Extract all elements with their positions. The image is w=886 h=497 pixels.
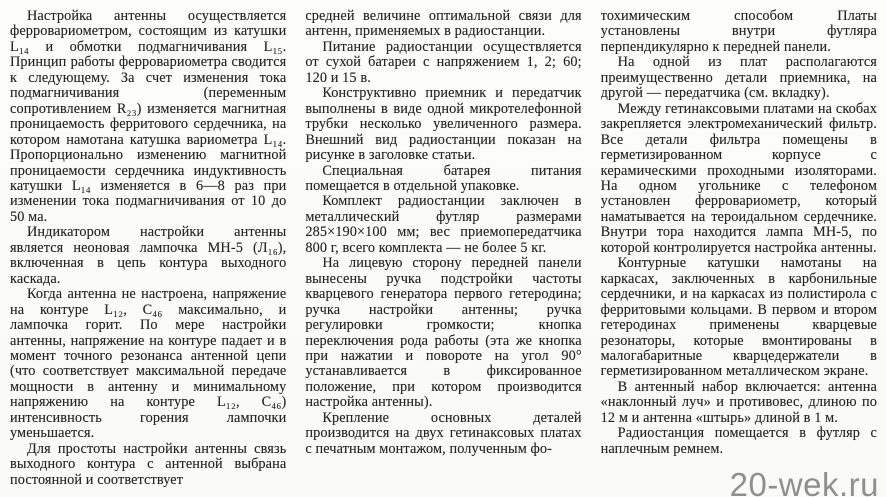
- paragraph: Настройка антенны осуществляется ферровариометром, состоящим из катушки L₁₄ и обмотки подмагничивания L₁₅. Принцип работы ферровариометра сводится к следующему. За счет изменения тока подмагничивания (переменным сопротивлением R₂₃) изменяется магнитная проницаемость ферритового сердечника, на котором намотана катушка вариометра L₁₄. Пропорционально изменению магнитной проницаемости сердечника индуктивность катушки L₁₄ изменяется в 6—8 раз при изменении тока подмагничивания от 10 до 50 ма.: [10, 9, 287, 225]
- paragraph: Контурные катушки намотаны на каркасах, заключенных в карбонильные сердечники, и на каркасах из полистирола с ферритовыми кольцами. В первом и втором гетеродинах применены кварцевые резонаторы, которые вмонтированы в малогабаритные кварцедержатели в герметизированном металлическом экране.: [600, 255, 877, 380]
- text-column-1: [10, 9, 286, 491]
- paragraph: Между гетинаксовыми платами на скобах закрепляется электромеханический фильтр. Все детали фильтра помещены в герметизированном корпусе с керамическими проходными изоляторами. На одном угольнике с телефоном установлен ферровариометр, который наматывается на тероидальном сердечнике. Внутри тора находится лампа МН-5, по которой контролируется настройка антенны.: [600, 100, 877, 256]
- paragraph: Конструктивно приемник и передатчик выполнены в виде одной микротелефонной трубки несколько увеличенного размера. Внешний вид радиостанции показан на рисунке в заголовке статьи.: [305, 85, 582, 164]
- paragraph: На одной из плат располагаются преимущественно детали приемника, на другой — передатчика (см. вкладку).: [600, 54, 877, 102]
- paragraph: Крепление основных деталей производится на двух гетинаксовых платах с печатным монтажом, полученным фо-: [305, 409, 582, 457]
- paragraph: Специальная батарея питания помещается в отдельной упаковке.: [305, 162, 582, 194]
- paragraph: средней величине оптимальной связи для антенн, применяемых в радиостанции.: [305, 9, 582, 40]
- paragraph: В антенный набор включается: антенна «наклонный луч» и противовес, длиною по 12 м и антенна «штырь» длиной в 1 м.: [600, 378, 877, 426]
- paragraph: тохимическим способом Платы установлены внутри футляра перпендикулярно к передней панели.: [600, 9, 877, 55]
- paragraph: Комплект радиостанции заключен в металлический футляр размерами 285×190×100 мм; вес приемопередатчика 800 г, всего комплекта — не более 5 кг.: [305, 193, 582, 256]
- paragraph: Для простоты настройки антенны связь выходного контура с антенной выбрана постоянной и соответствует: [10, 440, 287, 488]
- paragraph: Когда антенна не настроена, напряжение на контуре L₁₂, C₄₆ максимально, и лампочка горит. По мере настройки антенны, напряжение на контуре падает и в момент точного резонанса антенной цепи (что соответствует максимальной передаче мощности в антенну и минимальному напряжению на контуре L₁₂, C₄₆) интенсивность горения лампочки уменьшается.: [10, 286, 287, 442]
- paragraph: Питание радиостанции осуществляется от сухой батареи с напряжением 1, 2; 60; 120 и 15 в.: [305, 38, 582, 86]
- paragraph: На лицевую сторону передней панели вынесены ручка подстройки частоты кварцевого генератора первого гетеродина; ручка настройки антенны; ручка регулировки громкости; кнопка переключения рода работы (эта же кнопка при нажатии и повороте на угол 90° устанавливается в фиксированное положение, при котором производится настройка антенны).: [305, 255, 582, 411]
- text-column-2: [305, 9, 581, 491]
- watermark: 20-wek.ru: [729, 466, 879, 497]
- text-column-3: [601, 9, 877, 491]
- paragraph: Индикатором настройки антенны является неоновая лампочка МН-5 (Л₁₆), включенная в цепь контура выходного каскада.: [10, 224, 287, 287]
- paragraph: Радиостанция помещается в футляр с наплечным ремнем.: [600, 425, 877, 457]
